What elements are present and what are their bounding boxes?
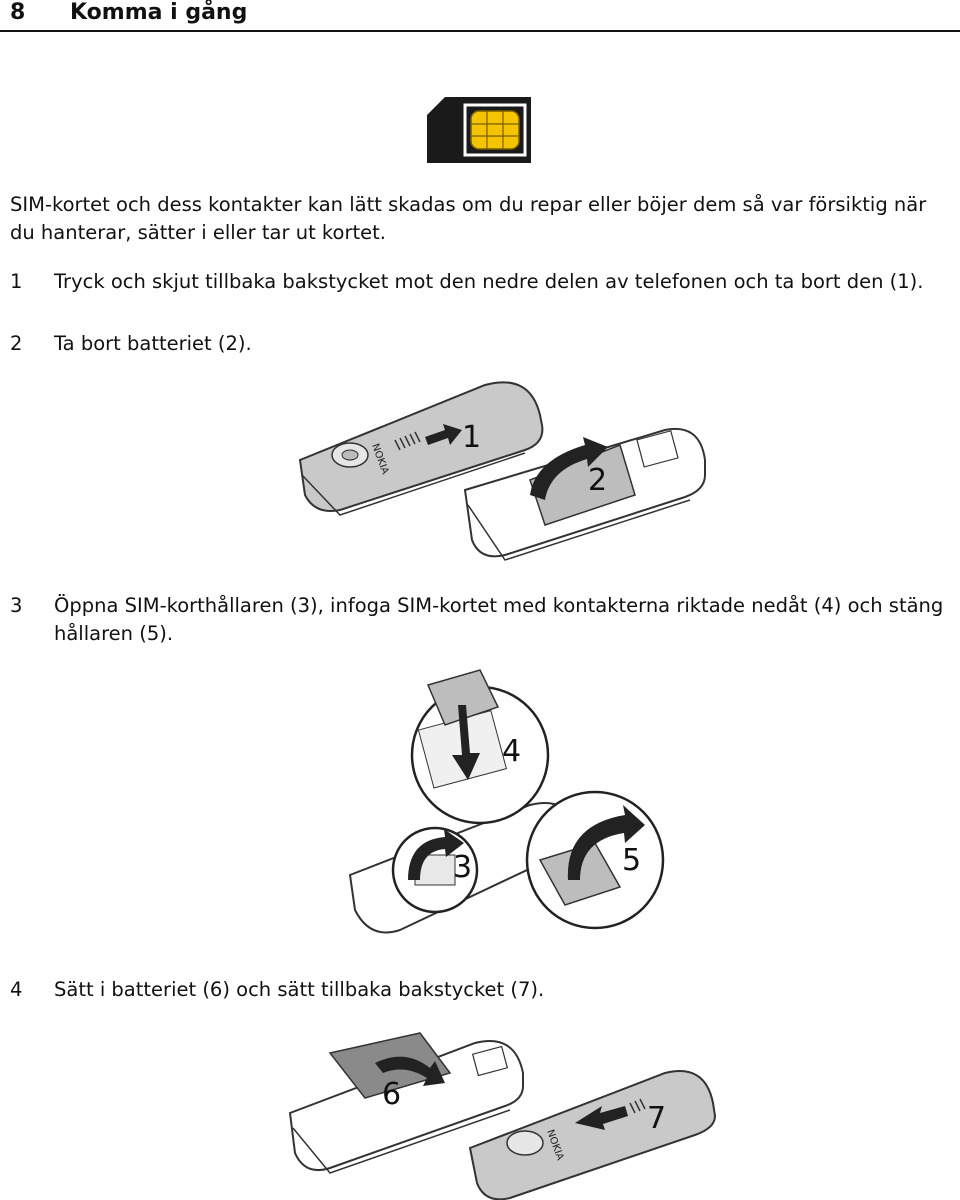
callout-6: 6 bbox=[382, 1077, 402, 1112]
step-text: Ta bort batteriet (2). bbox=[54, 332, 252, 355]
callout-5: 5 bbox=[622, 843, 642, 878]
page-header bbox=[0, 0, 960, 32]
figure-remove-cover-battery bbox=[290, 375, 720, 565]
step-text: Sätt i batteriet (6) och sätt tillbaka bakstycket (7). bbox=[54, 978, 545, 1001]
callout-2: 2 bbox=[588, 463, 608, 498]
figure-sim-holder bbox=[340, 665, 670, 945]
intro-paragraph: SIM-kortet och dess kontakter kan lätt skadas om du repar eller böjer dem så var försiktig när du hanterar, sätter i eller tar ut kortet. bbox=[10, 193, 927, 244]
step-number: 4 bbox=[10, 978, 23, 1001]
brand-marking: NOKIA bbox=[369, 442, 391, 476]
sim-card-icon bbox=[425, 95, 533, 165]
step-number: 2 bbox=[10, 332, 23, 355]
figure-insert-battery-cover bbox=[285, 1028, 720, 1200]
step-text: Tryck och skjut tillbaka bakstycket mot den nedre delen av telefonen och ta bort den (1). bbox=[54, 270, 924, 293]
step-text: Öppna SIM-korthållaren (3), infoga SIM-kortet med kontakterna riktade nedåt (4) och stäng hållaren (5). bbox=[54, 594, 944, 645]
brand-marking: NOKIA bbox=[544, 1128, 566, 1162]
callout-7: 7 bbox=[647, 1101, 667, 1136]
step-number: 3 bbox=[10, 594, 23, 617]
page-title: Komma i gång bbox=[70, 0, 248, 25]
step-number: 1 bbox=[10, 270, 23, 293]
callout-1: 1 bbox=[462, 420, 482, 455]
callout-3: 3 bbox=[453, 850, 473, 885]
callout-4: 4 bbox=[502, 734, 522, 769]
page-number: 8 bbox=[10, 0, 26, 25]
